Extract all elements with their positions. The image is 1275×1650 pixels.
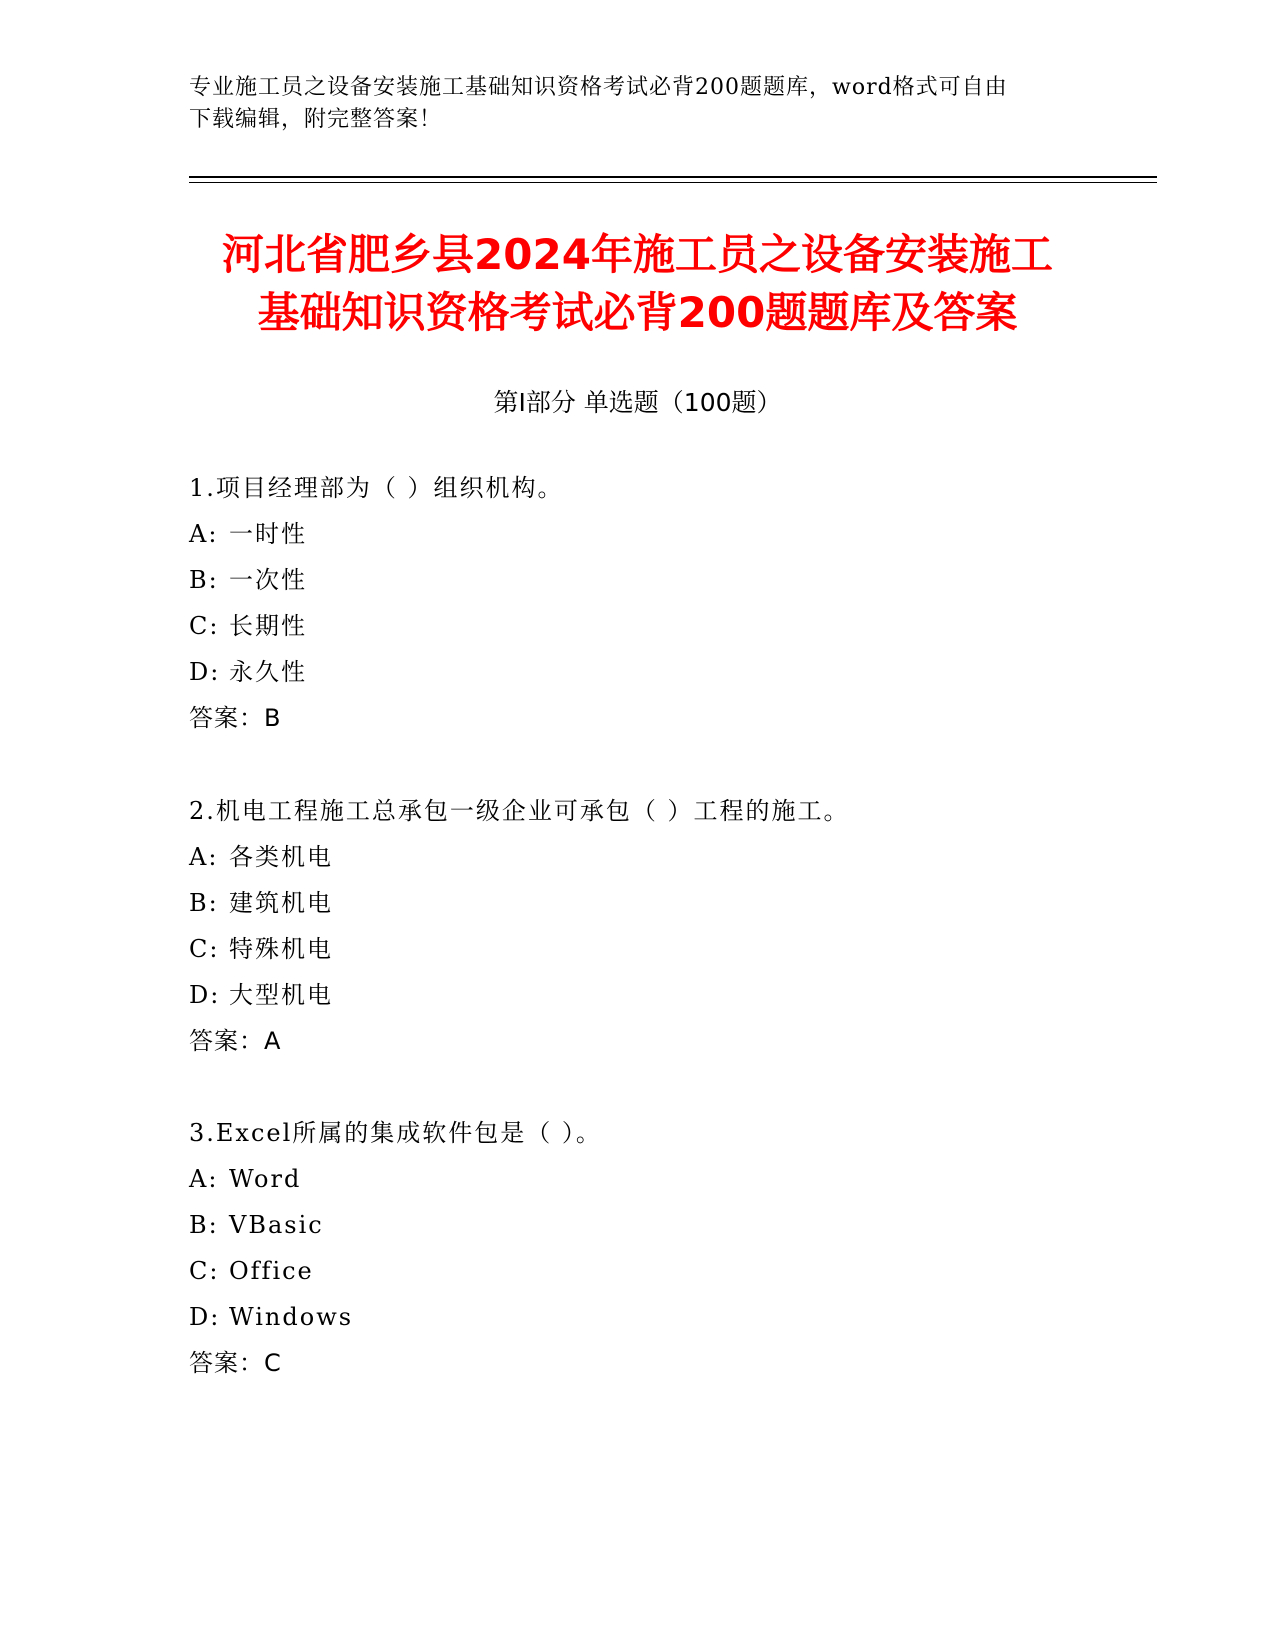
option-d [189,649,1169,695]
option-label: B: [189,1211,219,1239]
question-block [189,1110,1169,1386]
option-text: 特殊机电 [229,935,333,963]
option-label: C: [189,1257,220,1285]
option-text: 一时性 [229,520,307,548]
option-label: A: [189,520,219,548]
question-block [189,788,1169,1064]
header-note-line-1: 专业施工员之设备安装施工基础知识资格考试必背200题题库，word格式可自由 [189,75,1008,100]
answer-line: 答案：C [189,1349,282,1377]
option-b [189,1202,1169,1248]
option-d [189,972,1169,1018]
document-title [120,226,1155,342]
option-label: D: [189,1303,221,1331]
option-b [189,557,1169,603]
header-note-line-2: 下载编辑，附完整答案！ [189,107,443,132]
header-divider-thin [189,182,1157,183]
option-text: Office [229,1257,314,1285]
option-text: 大型机电 [229,981,333,1009]
option-text: 永久性 [229,658,307,686]
header-note [189,72,1069,136]
document-title-line-2: 基础知识资格考试必背200题题库及答案 [257,288,1018,337]
answer-line: 答案：B [189,704,282,732]
header-divider-thick [189,176,1157,178]
section-heading: 第Ⅰ部分 单选题（100题） [493,388,782,417]
question-stem: 1.项目经理部为（ ）组织机构。 [189,474,564,502]
option-d [189,1294,1169,1340]
option-text: VBasic [229,1211,324,1239]
option-b [189,880,1169,926]
option-text: 建筑机电 [229,889,333,917]
option-text: Word [229,1165,302,1193]
option-a [189,511,1169,557]
option-text: Windows [229,1303,354,1331]
option-a [189,834,1169,880]
option-a [189,1156,1169,1202]
option-c [189,926,1169,972]
option-text: 长期性 [229,612,307,640]
option-label: C: [189,612,220,640]
option-label: C: [189,935,220,963]
option-text: 各类机电 [229,843,333,871]
option-label: D: [189,658,221,686]
option-c [189,603,1169,649]
question-stem: 3.Excel所属的集成软件包是（ ）。 [189,1119,602,1147]
option-label: D: [189,981,221,1009]
option-label: A: [189,843,219,871]
option-label: B: [189,566,219,594]
option-label: A: [189,1165,219,1193]
option-label: B: [189,889,219,917]
answer-line: 答案：A [189,1027,282,1055]
question-block [189,465,1169,741]
document-title-line-1: 河北省肥乡县2024年施工员之设备安装施工 [222,230,1053,279]
option-c [189,1248,1169,1294]
question-stem: 2.机电工程施工总承包一级企业可承包（ ）工程的施工。 [189,797,850,825]
option-text: 一次性 [229,566,307,594]
